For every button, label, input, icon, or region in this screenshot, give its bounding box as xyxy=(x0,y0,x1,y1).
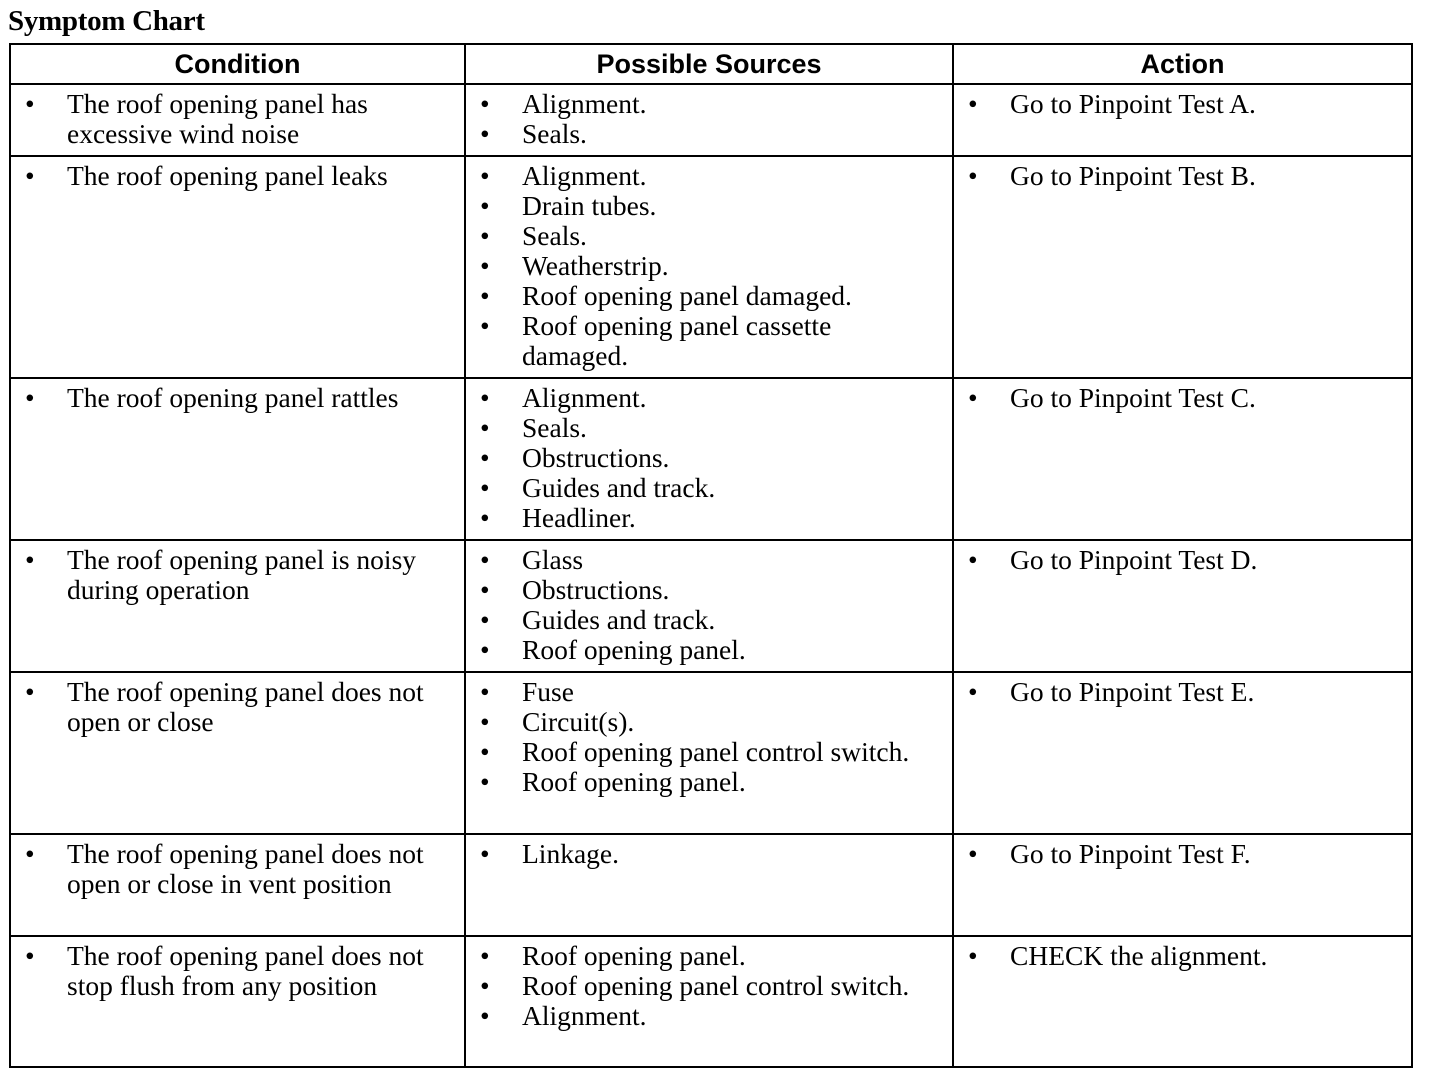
bullet-icon: • xyxy=(480,471,490,503)
source-item xyxy=(466,635,944,665)
condition-cell xyxy=(10,540,465,671)
bullet-icon: • xyxy=(480,705,490,737)
source-text: Fuse xyxy=(522,675,574,707)
source-text: Seals. xyxy=(522,220,587,252)
source-item xyxy=(466,413,944,443)
possible-sources-cell xyxy=(465,84,953,156)
source-text: Roof opening panel. xyxy=(522,765,746,797)
source-text: Glass xyxy=(522,544,584,576)
bullet-icon: • xyxy=(25,88,35,119)
bullet-icon: • xyxy=(25,838,35,870)
source-item xyxy=(466,575,944,605)
source-text: Obstructions. xyxy=(522,441,670,473)
condition-item xyxy=(11,677,456,737)
source-text: Seals. xyxy=(522,118,587,149)
condition-item xyxy=(11,161,456,191)
source-item xyxy=(466,677,944,707)
source-text: Circuit(s). xyxy=(522,705,635,737)
bullet-icon: • xyxy=(480,604,490,636)
condition-text: The roof opening panel does not open or close xyxy=(67,675,424,737)
action-text: Go to Pinpoint Test C. xyxy=(1010,381,1256,413)
possible-sources-cell xyxy=(465,936,953,1067)
action-item xyxy=(954,545,1403,575)
source-item xyxy=(466,971,944,1001)
bullet-icon: • xyxy=(480,544,490,576)
bullet-icon: • xyxy=(968,939,978,971)
action-text: Go to Pinpoint Test E. xyxy=(1010,675,1255,707)
source-item xyxy=(466,767,944,797)
possible-sources-cell xyxy=(465,378,953,540)
bullet-icon: • xyxy=(480,735,490,767)
source-text: Drain tubes. xyxy=(522,190,657,222)
source-item xyxy=(466,737,944,767)
possible-sources-cell xyxy=(465,540,953,671)
bullet-icon: • xyxy=(480,969,490,1001)
source-item xyxy=(466,251,944,281)
action-item xyxy=(954,677,1403,707)
table-row xyxy=(10,84,1412,156)
source-text: Roof opening panel control switch. xyxy=(522,735,910,767)
action-cell xyxy=(953,540,1412,671)
source-item xyxy=(466,161,944,191)
source-text: Alignment. xyxy=(522,88,647,119)
bullet-icon: • xyxy=(480,88,490,119)
condition-cell xyxy=(10,672,465,834)
action-text: Go to Pinpoint Test F. xyxy=(1010,838,1251,870)
bullet-icon: • xyxy=(480,190,490,222)
condition-cell xyxy=(10,936,465,1067)
bullet-icon: • xyxy=(480,250,490,282)
table-row xyxy=(10,156,1412,378)
bullet-icon: • xyxy=(25,381,35,413)
bullet-icon: • xyxy=(968,88,978,119)
source-text: Headliner. xyxy=(522,501,636,533)
source-item xyxy=(466,839,944,869)
source-item xyxy=(466,443,944,473)
condition-item xyxy=(11,383,456,413)
bullet-icon: • xyxy=(480,501,490,533)
bullet-icon: • xyxy=(25,675,35,707)
condition-text: The roof opening panel does not open or close in vent position xyxy=(67,838,424,900)
page-title: Symptom Chart xyxy=(8,5,205,37)
bullet-icon: • xyxy=(25,544,35,576)
possible-sources-cell xyxy=(465,156,953,378)
source-text: Roof opening panel. xyxy=(522,939,746,971)
action-item xyxy=(954,89,1403,119)
source-text: Obstructions. xyxy=(522,574,670,606)
condition-cell xyxy=(10,156,465,378)
source-text: Roof opening panel damaged. xyxy=(522,280,852,312)
condition-text: The roof opening panel has excessive wind noise xyxy=(67,88,368,149)
condition-item xyxy=(11,545,456,605)
source-item xyxy=(466,281,944,311)
action-cell xyxy=(953,84,1412,156)
bullet-icon: • xyxy=(480,441,490,473)
source-text: Roof opening panel cassette damaged. xyxy=(522,310,832,372)
table-row xyxy=(10,672,1412,834)
bullet-icon: • xyxy=(480,160,490,192)
source-text: Guides and track. xyxy=(522,604,716,636)
source-item xyxy=(466,311,944,371)
source-item xyxy=(466,941,944,971)
condition-item xyxy=(11,941,456,1001)
bullet-icon: • xyxy=(480,220,490,252)
table-row xyxy=(10,936,1412,1067)
source-item xyxy=(466,89,944,119)
condition-item xyxy=(11,89,456,149)
bullet-icon: • xyxy=(480,310,490,342)
source-text: Roof opening panel control switch. xyxy=(522,969,910,1001)
bullet-icon: • xyxy=(480,411,490,443)
action-text: Go to Pinpoint Test A. xyxy=(1010,88,1256,119)
bullet-icon: • xyxy=(25,160,35,192)
bullet-icon: • xyxy=(480,838,490,870)
action-cell xyxy=(953,936,1412,1067)
bullet-icon: • xyxy=(480,675,490,707)
table-header-row xyxy=(10,44,1412,84)
table-row xyxy=(10,834,1412,935)
column-header-action: Action xyxy=(953,44,1412,84)
action-item xyxy=(954,383,1403,413)
bullet-icon: • xyxy=(968,381,978,413)
action-text: CHECK the alignment. xyxy=(1010,939,1268,971)
source-item xyxy=(466,383,944,413)
source-text: Alignment. xyxy=(522,999,647,1031)
action-text: Go to Pinpoint Test D. xyxy=(1010,544,1258,576)
source-text: Weatherstrip. xyxy=(522,250,669,282)
bullet-icon: • xyxy=(480,381,490,413)
bullet-icon: • xyxy=(480,574,490,606)
column-header-condition: Condition xyxy=(10,44,465,84)
bullet-icon: • xyxy=(480,280,490,312)
source-item xyxy=(466,191,944,221)
source-item xyxy=(466,1001,944,1031)
source-item xyxy=(466,545,944,575)
symptom-chart-table xyxy=(9,43,1413,1068)
action-cell xyxy=(953,156,1412,378)
action-cell xyxy=(953,672,1412,834)
bullet-icon: • xyxy=(968,675,978,707)
bullet-icon: • xyxy=(25,939,35,971)
bullet-icon: • xyxy=(480,939,490,971)
condition-cell xyxy=(10,84,465,156)
bullet-icon: • xyxy=(480,118,490,149)
bullet-icon: • xyxy=(480,634,490,666)
condition-text: The roof opening panel rattles xyxy=(67,381,399,413)
source-item xyxy=(466,221,944,251)
table-row xyxy=(10,540,1412,671)
source-text: Seals. xyxy=(522,411,587,443)
source-text: Roof opening panel. xyxy=(522,634,746,666)
action-cell xyxy=(953,834,1412,935)
bullet-icon: • xyxy=(968,160,978,192)
source-item xyxy=(466,119,944,149)
possible-sources-cell xyxy=(465,834,953,935)
bullet-icon: • xyxy=(480,999,490,1031)
action-cell xyxy=(953,378,1412,540)
condition-text: The roof opening panel does not stop flush from any position xyxy=(67,939,424,1001)
source-item xyxy=(466,503,944,533)
column-header-possible-sources: Possible Sources xyxy=(465,44,953,84)
action-text: Go to Pinpoint Test B. xyxy=(1010,160,1256,192)
condition-item xyxy=(11,839,456,899)
bullet-icon: • xyxy=(480,765,490,797)
bullet-icon: • xyxy=(968,838,978,870)
action-item xyxy=(954,941,1403,971)
bullet-icon: • xyxy=(968,544,978,576)
condition-text: The roof opening panel leaks xyxy=(67,160,388,192)
condition-cell xyxy=(10,834,465,935)
source-item xyxy=(466,707,944,737)
condition-text: The roof opening panel is noisy during operation xyxy=(67,544,417,606)
source-text: Alignment. xyxy=(522,381,647,413)
action-item xyxy=(954,839,1403,869)
source-text: Guides and track. xyxy=(522,471,716,503)
condition-cell xyxy=(10,378,465,540)
source-item xyxy=(466,605,944,635)
source-item xyxy=(466,473,944,503)
source-text: Linkage. xyxy=(522,838,619,870)
action-item xyxy=(954,161,1403,191)
possible-sources-cell xyxy=(465,672,953,834)
table-row xyxy=(10,378,1412,540)
source-text: Alignment. xyxy=(522,160,647,192)
